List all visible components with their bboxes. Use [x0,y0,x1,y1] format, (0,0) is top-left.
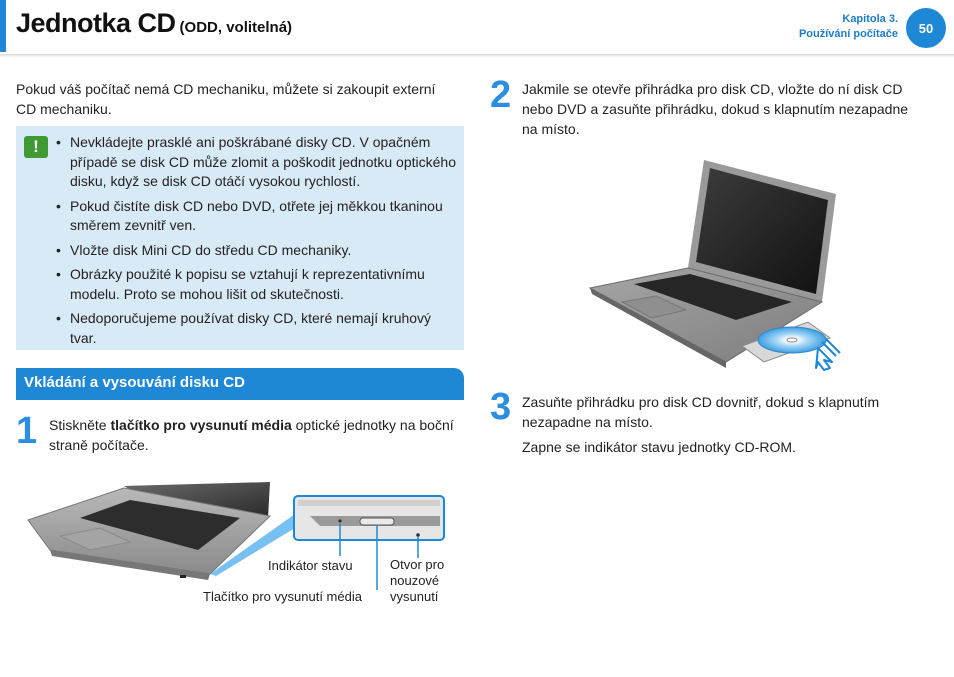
header-accent-bar [0,0,6,52]
chapter-label [799,12,898,42]
warning-list [56,133,456,353]
warning-item: • Obrázky použité k popisu se vztahují k reprezentativnímu modelu. Proto se mohou lišit od skutečnosti. [56,265,456,304]
page-number-badge: 50 [906,8,946,48]
section-heading-text: Vkládání a vysouvání disku CD [24,374,245,391]
page-title-main: Jednotka CD [16,8,176,38]
label-eject-button: Tlačítko pro vysunutí média [203,589,362,604]
eject-button-graphic [360,518,394,525]
page-title-sub: (ODD, volitelná) [179,19,293,36]
warning-item: • Nevkládejte prasklé ani poškrábané disky CD. V opačném případě se disk CD může zlomit a poškodit jednotku optického disku, když se disk CD otáčí vysokou rychlostí. [56,133,456,192]
label-emergency-line-1: Otvor pro [390,557,445,572]
warning-item: • Nedoporučujeme používat disky CD, které nemají kruhový tvar. [56,309,456,348]
chapter-name: Používání počítače [798,28,898,40]
step-1-post: optické jednotky na boční straně počítače. [49,417,454,453]
label-emergency-line-3: vysunutí [390,589,439,604]
step-3-text-2: Zapne se indikátor stavu jednotky CD-ROM. [522,439,796,455]
header-rule [0,54,954,58]
step-1-bold: tlačítko pro vysunutí média [110,417,292,433]
status-indicator-dot [338,519,341,522]
page-title [16,8,292,39]
emergency-hole-dot [416,533,420,537]
step-1-pre: Stiskněte [49,417,111,433]
step-2-number: 2 [490,74,512,116]
label-emergency-eject [390,557,444,605]
warning-item: • Vložte disk Mini CD do středu CD mechaniky. [56,241,456,261]
laptop-tray-illustration [586,156,846,376]
step-2-text: Jakmile se otevře přihrádka pro disk CD, vložte do ní disk CD nebo DVD a zasuňte přihrádku, dokud s klapnutím nezapadne na místo. [522,81,909,137]
step-3-text: Zasuňte přihrádku pro disk CD dovnitř, dokud s klapnutím nezapadne na místo. [522,394,880,430]
section-heading [16,368,464,400]
step-1-number: 1 [16,410,38,452]
cd-hub [787,338,797,342]
label-emergency-line-2: nouzové [390,573,440,588]
exclamation-icon: ! [24,136,48,158]
step-1-text [49,415,459,455]
chapter-number: Kapitola 3. [842,13,898,25]
warning-item: • Pokud čistíte disk CD nebo DVD, otřete jej měkkou tkaninou směrem zevnitř ven. [56,197,456,236]
laptop-port [180,575,186,578]
step-3-number: 3 [490,386,512,428]
detail-top-edge [298,500,440,506]
intro-text: Pokud váš počítač nemá CD mechaniku, můžete si zakoupit externí CD mechaniku. [16,81,436,117]
label-status-indicator: Indikátor stavu [268,558,353,573]
